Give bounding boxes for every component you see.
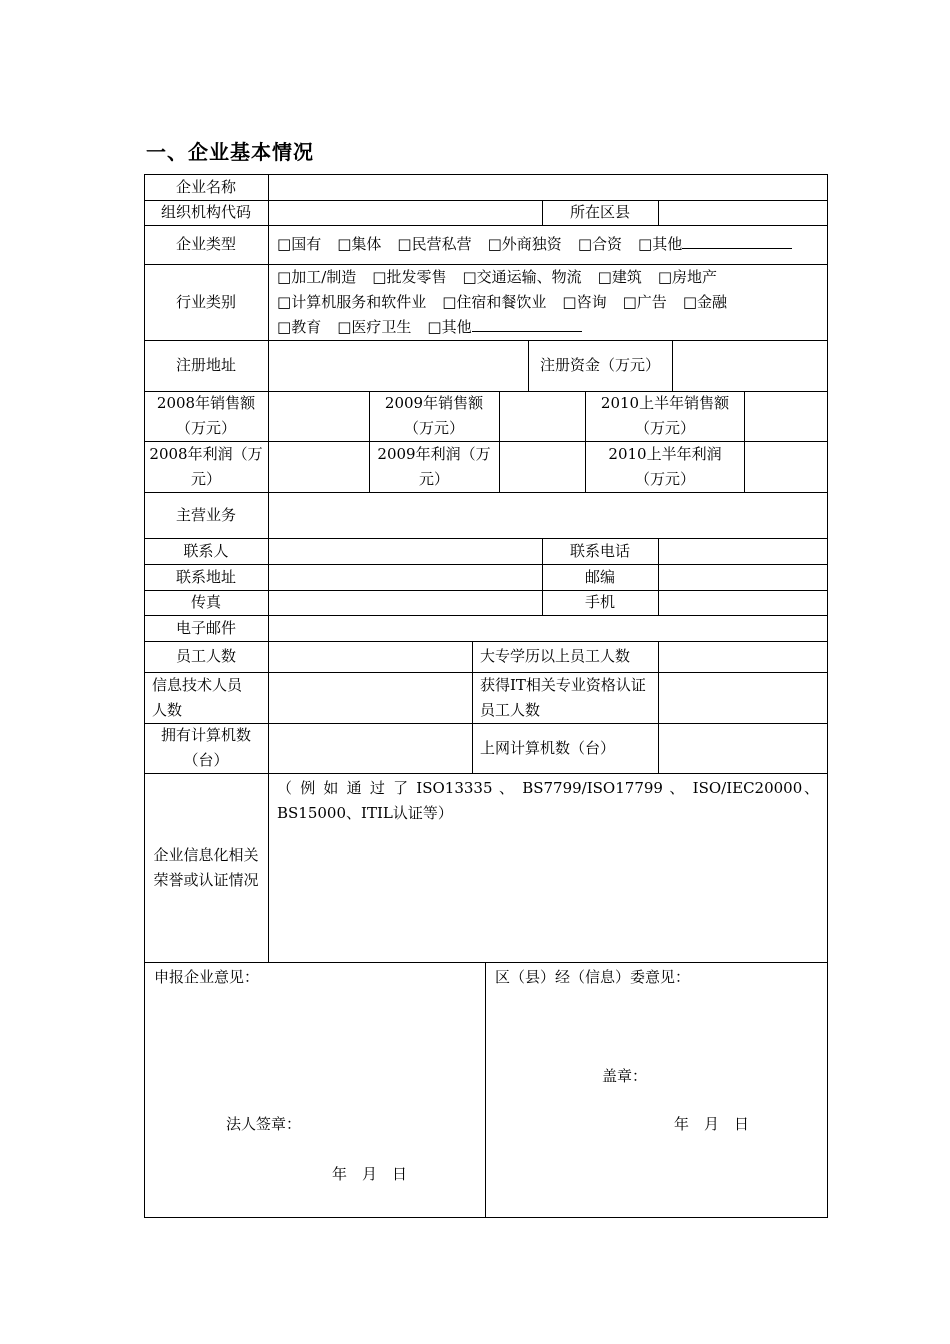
label-main-business: 主营业务	[175, 505, 236, 524]
company-type-option-1[interactable]	[337, 235, 381, 253]
sales-2010h1-field[interactable]	[745, 392, 827, 441]
mobile-field[interactable]	[659, 591, 827, 615]
enterprise-info-table	[144, 174, 828, 1218]
industry-option-2[interactable]	[462, 268, 581, 286]
committee-opinion-box[interactable]	[486, 963, 827, 1217]
label-it-cert-staff: 获得IT相关专业资格认证员工人数	[480, 675, 646, 719]
industry-option-label: 加工/制造	[291, 267, 357, 286]
main-business-field[interactable]	[269, 493, 827, 538]
company-type-option-2[interactable]	[397, 235, 471, 253]
checkbox-icon[interactable]: □	[622, 292, 637, 311]
label-sales-2009: 2009年销售额（万元）	[384, 394, 484, 437]
industry-option-6[interactable]	[442, 293, 546, 311]
checkbox-icon[interactable]: □	[682, 292, 697, 311]
industry-option-label: 广告	[636, 292, 667, 311]
checkbox-icon[interactable]: □	[397, 235, 412, 253]
checkbox-icon[interactable]: □	[487, 235, 502, 253]
label-org-code: 组织机构代码	[160, 203, 251, 221]
org-code-field[interactable]	[269, 201, 542, 225]
company-opinion-label: 申报企业意见：	[154, 968, 260, 986]
company-type-option-label: 其他	[652, 235, 683, 253]
industry-options-row	[277, 315, 819, 340]
industry-options-row	[277, 265, 819, 290]
sales-2008-field[interactable]	[269, 392, 369, 441]
industry-option-label: 交通运输、物流	[476, 267, 582, 286]
industry-option-label: 其他	[441, 317, 472, 336]
company-type-option-4[interactable]	[578, 235, 622, 253]
fax-field[interactable]	[269, 591, 542, 615]
industry-option-label: 教育	[291, 317, 322, 336]
checkbox-icon[interactable]: □	[277, 267, 292, 286]
label-postcode: 邮编	[584, 567, 615, 586]
label-email: 电子邮件	[175, 618, 236, 637]
it-staff-field[interactable]	[269, 673, 472, 723]
it-cert-staff-field[interactable]	[659, 673, 827, 723]
label-company-type: 企业类型	[175, 235, 236, 253]
checkbox-icon[interactable]: □	[657, 267, 673, 286]
committee-date: 年 月 日	[674, 1115, 750, 1133]
company-type-option-0[interactable]	[277, 235, 321, 253]
label-it-staff: 信息技术人员人数	[152, 675, 243, 719]
label-reg-address: 注册地址	[175, 356, 236, 374]
industry-option-3[interactable]	[598, 268, 642, 286]
company-date: 年 月 日	[332, 1165, 408, 1183]
company-type-options	[269, 225, 827, 264]
checkbox-icon[interactable]: □	[277, 235, 292, 253]
company-type-option-label: 合资	[592, 235, 623, 253]
industry-other-blank[interactable]	[472, 315, 582, 332]
checkbox-icon[interactable]: □	[597, 267, 612, 286]
industry-option-label: 批发零售	[386, 267, 447, 286]
label-staff-count: 员工人数	[175, 647, 236, 665]
industry-option-7[interactable]	[562, 293, 606, 311]
checkbox-icon[interactable]: □	[442, 292, 457, 311]
checkbox-icon[interactable]: □	[337, 235, 352, 253]
college-staff-field[interactable]	[659, 642, 827, 672]
honors-hint: （ 例 如 通 过 了 ISO13335 、 BS7799/ISO17799 、 ISO/IEC20000、BS15000、ITIL认证等）	[277, 779, 819, 822]
seal-label: 盖章：	[602, 1067, 648, 1085]
label-profit-2009: 2009年利润（万元）	[377, 444, 491, 488]
checkbox-icon[interactable]: □	[562, 292, 577, 311]
committee-opinion-label: 区（县）经（信息）委意见：	[495, 968, 691, 986]
company-type-option-label: 集体	[351, 235, 382, 253]
checkbox-icon[interactable]: □	[427, 317, 442, 336]
contact-address-field[interactable]	[269, 565, 542, 590]
industry-option-label: 住宿和餐饮业	[456, 292, 547, 311]
section-heading: 一、企业基本情况	[146, 140, 314, 164]
company-type-option-label: 民营私营	[411, 235, 472, 253]
industry-option-11[interactable]	[337, 318, 411, 336]
company-type-option-5[interactable]	[638, 235, 792, 253]
label-college-staff: 大专学历以上员工人数	[480, 647, 631, 665]
label-sales-2008: 2008年销售额（万元）	[156, 394, 256, 437]
label-district: 所在区县	[569, 203, 630, 221]
industry-option-4[interactable]	[658, 268, 717, 286]
legal-sign-label: 法人签章：	[226, 1115, 302, 1133]
sales-2009-field[interactable]	[500, 392, 585, 441]
company-type-option-label: 国有	[291, 235, 322, 253]
checkbox-icon[interactable]: □	[577, 235, 592, 253]
reg-address-field[interactable]	[269, 341, 528, 391]
industry-option-label: 建筑	[611, 267, 642, 286]
industry-option-label: 咨询	[576, 292, 607, 311]
checkbox-icon[interactable]: □	[277, 292, 292, 311]
label-computers: 拥有计算机数（台）	[160, 726, 251, 769]
honors-field[interactable]	[269, 774, 827, 962]
contact-phone-field[interactable]	[659, 539, 827, 564]
industry-options	[269, 264, 827, 340]
staff-count-field[interactable]	[269, 642, 472, 672]
industry-option-10[interactable]	[277, 318, 321, 336]
checkbox-icon[interactable]: □	[638, 235, 653, 253]
district-field[interactable]	[659, 201, 827, 225]
company-name-field[interactable]	[269, 175, 827, 200]
net-computers-field[interactable]	[659, 724, 827, 773]
industry-option-label: 计算机服务和软件业	[291, 292, 427, 311]
label-contact-address: 联系地址	[175, 567, 236, 586]
industry-option-label: 房地产	[672, 267, 718, 286]
label-sales-2010h1: 2010上半年销售额（万元）	[600, 394, 730, 437]
label-company-name: 企业名称	[175, 177, 236, 196]
company-opinion-box[interactable]	[145, 963, 485, 1217]
label-net-computers: 上网计算机数（台）	[480, 738, 616, 757]
checkbox-icon[interactable]: □	[462, 267, 477, 286]
label-fax: 传真	[190, 593, 221, 611]
company-type-other-blank[interactable]	[682, 232, 792, 249]
checkbox-icon[interactable]: □	[372, 267, 387, 286]
contact-field[interactable]	[269, 539, 542, 564]
profit-2008-field[interactable]	[269, 442, 369, 492]
label-contact: 联系人	[183, 541, 229, 560]
label-honors: 企业信息化相关荣誉或认证情况	[153, 845, 259, 889]
label-industry: 行业类别	[175, 292, 236, 311]
label-profit-2010h1: 2010上半年利润（万元）	[608, 444, 722, 488]
industry-options-row	[277, 290, 819, 315]
reg-capital-field[interactable]	[673, 341, 827, 391]
label-reg-capital: 注册资金（万元）	[540, 356, 661, 374]
industry-option-label: 金融	[697, 292, 728, 311]
label-mobile: 手机	[584, 593, 615, 611]
profit-2009-field[interactable]	[500, 442, 585, 492]
industry-option-1[interactable]	[372, 268, 446, 286]
computers-field[interactable]	[269, 724, 472, 773]
industry-option-0[interactable]	[277, 268, 356, 286]
checkbox-icon[interactable]: □	[337, 317, 352, 336]
industry-option-label: 医疗卫生	[351, 317, 412, 336]
checkbox-icon[interactable]: □	[277, 317, 292, 336]
company-type-option-label: 外商独资	[501, 235, 562, 253]
postcode-field[interactable]	[659, 565, 827, 590]
industry-option-8[interactable]	[623, 293, 667, 311]
company-type-option-3[interactable]	[488, 235, 562, 253]
email-field[interactable]	[269, 616, 827, 641]
industry-option-9[interactable]	[683, 293, 727, 311]
label-profit-2008: 2008年利润（万元）	[149, 444, 263, 488]
profit-2010h1-field[interactable]	[745, 442, 827, 492]
industry-option-12[interactable]	[427, 318, 581, 336]
label-contact-phone: 联系电话	[569, 541, 630, 560]
industry-option-5[interactable]	[277, 293, 426, 311]
